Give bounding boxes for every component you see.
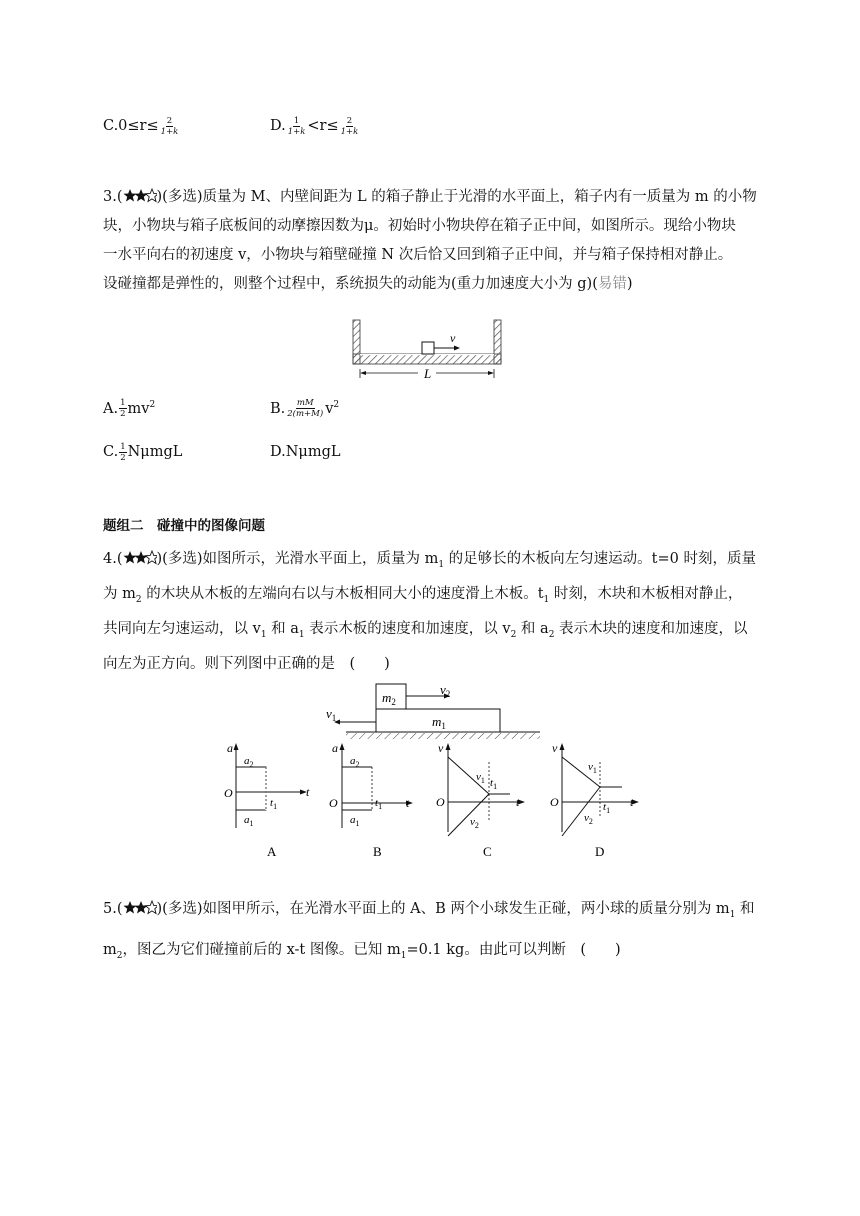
q3-option-c xyxy=(103,438,182,467)
box-floor xyxy=(353,354,501,364)
q5-line-2 xyxy=(103,936,763,971)
v2-line xyxy=(448,794,489,836)
svg-text:v2 xyxy=(584,812,593,826)
q3-box-figure xyxy=(350,318,510,382)
subscript: 1 xyxy=(400,950,407,961)
a1-label: a xyxy=(350,814,356,826)
subscript: 1 xyxy=(606,806,611,815)
denominator: 2(m+M) xyxy=(287,409,324,420)
exponent: 2 xyxy=(333,400,340,410)
q4-text: 如图所示，光滑水平面上，质量为 m xyxy=(202,551,439,567)
q3-option-b xyxy=(270,391,339,424)
option-prefix: B. xyxy=(270,400,286,417)
q4-text: 表示木板的速度和加速度，以 v xyxy=(304,620,511,637)
q4-line-2 xyxy=(103,580,763,615)
q4-text: 为 m xyxy=(103,585,136,602)
question-5 xyxy=(103,895,763,971)
fraction xyxy=(287,116,307,137)
origin-label: O xyxy=(436,795,445,809)
ground-hatch xyxy=(346,733,540,739)
subscript: 2 xyxy=(135,594,142,605)
q3-text: 设碰撞都是弹性的，则整个过程中，系统损失的动能为(重力加速度大小为 g)( xyxy=(103,276,598,292)
subscript: 2 xyxy=(391,697,396,707)
q3-line-4 xyxy=(103,270,763,299)
svg-text:a2 xyxy=(244,755,254,769)
option-prefix: C. xyxy=(103,444,119,460)
q4-line-4: 向左为正方向。则下列图中正确的是 ( ) xyxy=(103,655,390,672)
q4-text: 和 a xyxy=(266,620,299,637)
subscript: 1 xyxy=(480,776,485,785)
difficulty-stars-icon xyxy=(123,188,157,203)
graph-option-a xyxy=(220,740,324,862)
subscript: 1 xyxy=(729,909,736,920)
numerator: 1 xyxy=(120,398,126,409)
subscript: 1 xyxy=(438,559,445,570)
option-text: NμmgL xyxy=(127,444,183,460)
numerator: 2 xyxy=(346,115,353,126)
v1-label: v xyxy=(476,771,481,783)
subscript: 1 xyxy=(355,819,360,828)
origin-label: O xyxy=(224,786,233,800)
t1-label: t xyxy=(603,801,607,813)
subscript: 2 xyxy=(445,689,451,699)
L-label: L xyxy=(424,366,432,381)
y-axis-label: v xyxy=(552,741,558,755)
q3-text: ) xyxy=(626,276,633,292)
svg-text:v2 xyxy=(470,816,479,830)
small-block xyxy=(422,342,434,354)
numerator: 1 xyxy=(293,115,300,126)
a2-label: a xyxy=(244,755,250,767)
t-axis-label: t xyxy=(630,795,634,809)
subscript: 1 xyxy=(493,782,498,791)
svg-text:a2 xyxy=(350,755,360,769)
subscript: 2 xyxy=(510,629,517,640)
svg-text:v1 xyxy=(588,761,597,775)
subscript: 2 xyxy=(355,760,360,769)
q5-text: 如图甲所示，在光滑水平面上的 A、B 两个小球发生正碰，两小球的质量分别为 m xyxy=(202,901,730,917)
v1-label: v xyxy=(588,761,593,773)
t-axis-label: t xyxy=(516,795,520,809)
question-number: 3.( xyxy=(103,189,123,205)
graph-label-b: B xyxy=(373,844,382,859)
graph-option-d xyxy=(542,740,646,862)
option-text: D.NμmgL xyxy=(270,444,341,460)
v2-label: v xyxy=(584,812,589,824)
question-number: 4.( xyxy=(103,551,123,567)
option-text: mv xyxy=(127,400,150,417)
numerator: 2 xyxy=(166,115,173,126)
question-tag: )(多选) xyxy=(156,189,203,205)
v2-label: v xyxy=(470,816,475,828)
subscript: 1 xyxy=(260,629,267,640)
y-axis-label: a xyxy=(332,741,338,755)
t1-label: t xyxy=(375,797,379,809)
difficulty-stars-icon xyxy=(123,900,157,915)
denominator: 1+k xyxy=(340,126,359,137)
svg-text:t1 xyxy=(270,797,277,811)
graph-option-c xyxy=(432,740,536,862)
v2-label: v xyxy=(440,682,446,697)
t1-label: t xyxy=(490,777,494,789)
q5-text: ，图乙为它们碰撞前后的 x-t 图像。已知 m xyxy=(122,941,401,958)
numerator: mM xyxy=(296,398,314,409)
denominator: 1+k xyxy=(160,126,179,137)
q4-board-figure xyxy=(320,676,542,744)
q4-text: 的木块从木板的左端向右以与木板相同大小的速度滑上木板。t xyxy=(141,585,544,602)
svg-text:v1 xyxy=(326,706,336,723)
inequality: <r≤ xyxy=(307,118,339,134)
graph-label-d: D xyxy=(595,844,605,859)
svg-text:a1 xyxy=(350,814,360,828)
subscript: 2 xyxy=(474,821,479,830)
q3-line-3: 一水平向右的初速度 v，小物块与箱壁碰撞 N 次后恰又回到箱子正中间，并与箱子保持相对静止。 xyxy=(103,247,733,263)
option-c-prefix: C.0≤r≤ xyxy=(103,118,159,134)
a2-label: a xyxy=(350,755,356,767)
section-heading: 题组二 碰撞中的图像问题 xyxy=(103,518,265,534)
option-text: v xyxy=(325,400,334,417)
q4-line-1 xyxy=(103,545,763,580)
graph-label-c: C xyxy=(483,844,492,859)
y-axis-label: a xyxy=(227,741,233,755)
question-number: 5.( xyxy=(103,901,123,917)
q3-option-d xyxy=(270,438,341,467)
question-4 xyxy=(103,545,763,679)
subscript: 1 xyxy=(378,802,383,811)
subscript: 1 xyxy=(298,629,305,640)
y-axis-label: v xyxy=(438,741,444,755)
svg-text:t1 xyxy=(603,801,610,815)
q5-text: m xyxy=(103,941,117,958)
q4-text: 时刻，木块和木板相对静止， xyxy=(549,585,743,602)
q4-text: 的足够长的木板向左匀速运动。t=0 时刻，质量 xyxy=(444,551,756,567)
difficulty-stars-icon xyxy=(123,550,157,565)
t-axis-label: t xyxy=(406,796,410,810)
subscript: 1 xyxy=(249,819,254,828)
svg-text:v1 xyxy=(476,771,485,785)
q5-line-1 xyxy=(103,895,763,930)
option-prefix: A. xyxy=(103,400,119,417)
graph-label-a: A xyxy=(267,844,277,859)
origin-label: O xyxy=(329,796,338,810)
q5-text: =0.1 kg。由此可以判断 ( ) xyxy=(406,941,621,958)
q2-option-c xyxy=(103,112,180,141)
error-prone-tag: 易错 xyxy=(597,276,627,292)
q4-line-3 xyxy=(103,615,763,650)
q4-text: 表示木块的速度和加速度，以 xyxy=(554,620,748,637)
question-tag: )(多选) xyxy=(156,901,203,917)
svg-text:t1 xyxy=(490,777,497,791)
q3-text: 质量为 M、内壁间距为 L 的箱子静止于光滑的水平面上，箱子内有一质量为 m 的小物 xyxy=(202,189,757,205)
option-d-prefix: D. xyxy=(270,118,286,134)
q3-line-1 xyxy=(103,183,763,212)
subscript: 1 xyxy=(273,802,278,811)
m2-label: m xyxy=(382,690,392,705)
svg-text:t1 xyxy=(375,797,382,811)
q4-text: 共同向左匀速运动，以 v xyxy=(103,620,261,637)
fraction xyxy=(160,116,180,137)
subscript: 2 xyxy=(116,950,123,961)
fraction xyxy=(340,116,360,137)
denominator: 1+k xyxy=(287,126,306,137)
origin-label: O xyxy=(550,795,559,809)
fraction xyxy=(286,398,324,419)
denominator: 2 xyxy=(120,409,126,420)
q5-text: 和 xyxy=(735,901,755,917)
q4-text: 和 a xyxy=(516,620,549,637)
m1-label: m xyxy=(432,714,442,729)
t1-label: t xyxy=(270,797,274,809)
graph-option-b xyxy=(320,740,424,862)
q2-option-d xyxy=(270,112,360,141)
question-3 xyxy=(103,183,763,299)
fraction xyxy=(119,442,126,463)
subscript: 2 xyxy=(548,629,555,640)
subscript: 1 xyxy=(441,721,446,731)
svg-text:v2 xyxy=(440,682,450,699)
subscript: 2 xyxy=(588,817,593,826)
v-label: v xyxy=(450,331,456,345)
t-axis-label: t xyxy=(306,785,310,799)
exponent: 2 xyxy=(149,400,156,410)
v2-line xyxy=(562,787,600,836)
q3-option-a xyxy=(103,391,155,424)
v1-label: v xyxy=(326,706,332,721)
subscript: 1 xyxy=(331,713,337,723)
question-tag: )(多选) xyxy=(156,551,203,567)
subscript: 1 xyxy=(543,594,550,605)
denominator: 2 xyxy=(120,452,126,463)
q3-line-2: 块，小物块与箱子底板间的动摩擦因数为μ。初始时小物块停在箱子正中间，如图所示。现给小物块 xyxy=(103,218,736,234)
acceleration-lines xyxy=(236,767,266,810)
subscript: 1 xyxy=(592,766,597,775)
numerator: 1 xyxy=(120,441,126,452)
a1-label: a xyxy=(244,814,250,826)
fraction xyxy=(119,398,126,419)
subscript: 2 xyxy=(249,760,254,769)
svg-text:a1 xyxy=(244,814,254,828)
